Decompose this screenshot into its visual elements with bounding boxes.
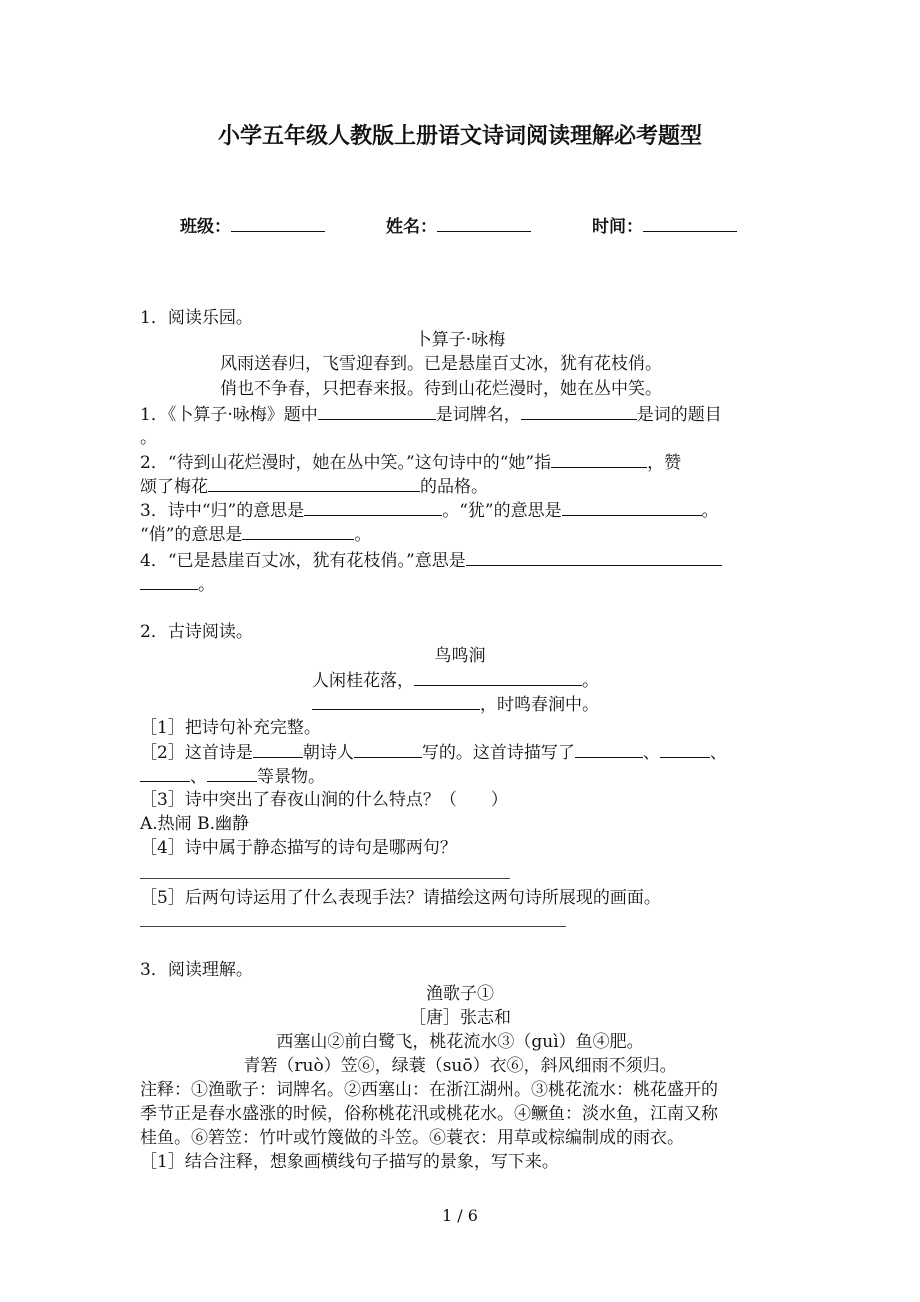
q2-part2 (140, 740, 727, 765)
time-label: 时间： (592, 217, 643, 237)
q1-sub2-text-a: 2．“待到山花烂漫时，她在丛中笑。”这句诗中的“她”指 (140, 453, 552, 473)
q1-sub2 (140, 450, 681, 475)
q1-sub1 (140, 402, 722, 427)
q3-note-2: 季节正是春水盛涨的时候，俗称桃花汛或桃花水。④鳜鱼：淡水鱼，江南又称 (140, 1104, 718, 1124)
q1-sub3-cont (140, 522, 371, 547)
q1-sub2-cont (140, 474, 488, 499)
q2-p2-blank-5[interactable] (140, 764, 190, 782)
q2-poem-line-1 (312, 668, 599, 693)
q2-p2-text-g: 等景物。 (257, 767, 325, 787)
q3-note-1: 注释：①渔歌子：词牌名。②西塞山：在浙江湖州。③桃花流水：桃花盛开的 (140, 1080, 718, 1100)
q1-sub3-text-a: 3．诗中“归”的意思是 (140, 501, 305, 521)
page-title: 小学五年级人教版上册语文诗词阅读理解必考题型 (217, 123, 702, 149)
q1-sub3-blank-2[interactable] (562, 498, 702, 516)
q2-line2-text: ，时鸣春涧中。 (480, 695, 599, 715)
q3-heading: 3．阅读理解。 (140, 960, 253, 980)
q2-p2-text-f: 、 (190, 767, 207, 787)
q1-sub1-text-a: 1．《卜算子·咏梅》题中 (140, 405, 318, 425)
q2-part4: ［4］诗中属于静态描写的诗句是哪两句？ (140, 838, 457, 858)
class-blank[interactable] (231, 214, 325, 232)
q2-line2-blank[interactable] (312, 692, 480, 710)
q1-sub3-text-d: “俏”的意思是 (140, 525, 243, 545)
q1-sub3-text-b: 。“犹”的意思是 (442, 501, 562, 521)
q1-sub1-text-b: 是词牌名， (435, 405, 521, 425)
q3-poem-author: ［唐］张志和 (409, 1008, 511, 1028)
q2-part1: ［1］把诗句补充完整。 (140, 718, 321, 738)
q1-sub2-text-d: 的品格。 (420, 477, 488, 497)
q1-poem-line-1: 风雨送春归，飞雪迎春到。已是悬崖百丈冰，犹有花枝俏。 (220, 354, 662, 374)
q1-sub1-blank-1[interactable] (318, 402, 436, 420)
q1-sub3-text-e: 。 (354, 525, 372, 545)
q1-sub3-blank-3[interactable] (242, 522, 354, 540)
q3-poem-line-1: 西塞山②前白鹭飞，桃花流水③（guì）鱼④肥。 (276, 1032, 644, 1052)
class-label: 班级： (180, 217, 231, 237)
q1-sub4-text-b: 。 (198, 575, 215, 595)
q2-p2-blank-1[interactable] (253, 740, 303, 758)
q2-p2-text-a: ［2］这首诗是 (140, 743, 253, 763)
name-label: 姓名： (386, 217, 437, 237)
q2-p2-blank-2[interactable] (354, 740, 422, 758)
q1-sub1-end: 。 (140, 428, 157, 448)
q2-part3: ［3］诗中突出了春夜山涧的什么特点？（ ） (140, 790, 508, 810)
q2-p2-text-e: 、 (709, 743, 727, 763)
q1-sub4-cont (140, 572, 215, 597)
q2-p2-blank-3[interactable] (575, 740, 643, 758)
q1-sub1-blank-2[interactable] (521, 402, 637, 420)
q2-poem-title: 鸟鸣涧 (434, 646, 486, 666)
q2-part5-answer-line[interactable] (140, 926, 566, 927)
class-field (180, 214, 325, 239)
q2-p2-text-b: 朝诗人 (302, 743, 354, 763)
q1-sub4-blank-2[interactable] (140, 572, 198, 590)
q3-poem-title: 渔歌子① (426, 984, 494, 1004)
q1-sub4-blank-1[interactable] (466, 548, 722, 566)
q2-part5: ［5］后两句诗运用了什么表现手法？请描绘这两句诗所展现的画面。 (140, 888, 661, 908)
q2-p2-text-d: 、 (642, 743, 660, 763)
q3-poem-line-2: 青箬（ruò）笠⑥，绿蓑（suō）衣⑥，斜风细雨不须归。 (243, 1056, 677, 1076)
q2-line1-blank[interactable] (414, 668, 582, 686)
q1-poem-line-2: 俏也不争春，只把春来报。待到山花烂漫时，她在丛中笑。 (220, 379, 662, 399)
q2-part4-answer-line[interactable] (140, 878, 510, 879)
page-number: 1 / 6 (442, 1206, 478, 1225)
q2-p2-blank-4[interactable] (660, 740, 710, 758)
q1-heading: 1．阅读乐园。 (140, 308, 253, 328)
q2-poem-line-2 (312, 692, 599, 717)
q1-sub3-text-c: 。 (701, 501, 719, 521)
q2-part3-options: A.热闹 B.幽静 (140, 814, 249, 834)
time-blank[interactable] (643, 214, 737, 232)
q2-p2-text-c: 写的。这首诗描写了 (421, 743, 575, 763)
q1-sub2-blank-1[interactable] (551, 450, 647, 468)
q3-part1: ［1］结合注释，想象画横线句子描写的景象，写下来。 (140, 1152, 559, 1172)
q2-heading: 2．古诗阅读。 (140, 622, 253, 642)
q1-sub2-text-c: 颂了梅花 (140, 477, 208, 497)
q1-sub2-blank-2[interactable] (208, 474, 420, 492)
q2-part2-cont (140, 764, 325, 789)
q1-sub3 (140, 498, 719, 523)
q1-sub4 (140, 548, 722, 573)
q2-line1-end: 。 (582, 671, 599, 691)
q1-sub4-text-a: 4．“已是悬崖百丈冰，犹有花枝俏。”意思是 (140, 551, 466, 571)
time-field (592, 214, 737, 239)
name-field (386, 214, 531, 239)
q1-sub2-text-b: ，赞 (647, 453, 682, 473)
q1-sub3-blank-1[interactable] (304, 498, 442, 516)
q1-sub1-text-c: 是词的题目 (636, 405, 722, 425)
q1-poem-title: 卜算子·咏梅 (414, 330, 506, 350)
q2-p2-blank-6[interactable] (207, 764, 257, 782)
q3-note-3: 桂鱼。⑥箬笠：竹叶或竹篾做的斗笠。⑥蓑衣：用草或棕编制成的雨衣。 (140, 1128, 684, 1148)
q2-line1-text: 人闲桂花落， (312, 671, 414, 691)
name-blank[interactable] (437, 214, 531, 232)
